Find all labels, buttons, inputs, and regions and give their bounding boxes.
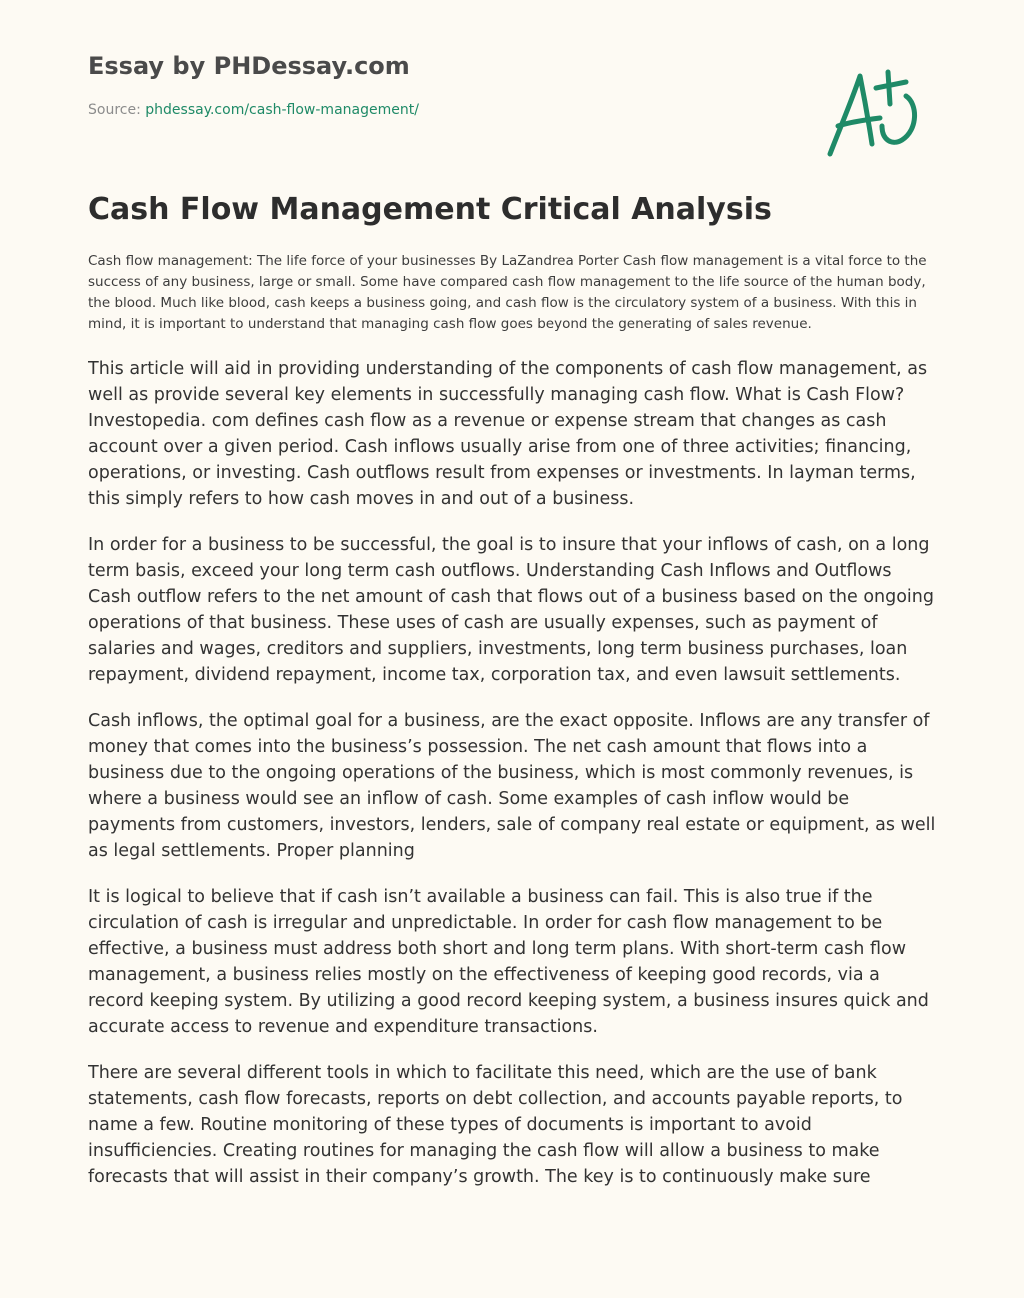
essay-title: Cash Flow Management Critical Analysis: [88, 192, 772, 227]
paragraph: Cash inflows, the optimal goal for a business, are the exact opposite. Inflows are any transfer of money that comes into the business’s possession. The net cash amount that flows into a business due to the ongoing operations of the business, which is most commonly revenues, is where a business would see an inflow of cash. Some examples of cash inflow would be payments from customers, investors, lenders, sale of company real estate or equipment, as well as legal settlements. Proper planning: [88, 711, 936, 861]
essay-body: [88, 251, 936, 1298]
paragraph: It is logical to believe that if cash isn’t available a business can fail. This is also true if the circulation of cash is irregular and unpredictable. In order for cash flow management to be effective, a business must address both short and long term plans. With short-term cash flow management, a business relies mostly on the effectiveness of keeping good records, via a record keeping system. By utilizing a good record keeping system, a business insures quick and accurate access to revenue and expenditure transactions.: [88, 887, 929, 1037]
source-link[interactable]: phdessay.com/cash-flow-management/: [145, 102, 419, 118]
source-line: [88, 100, 419, 120]
a-plus-logo-icon: [820, 66, 930, 162]
header: [88, 50, 936, 170]
paragraph: In order for a business to be successful, the goal is to insure that your inflows of cash, on a long term basis, exceed your long term cash outflows. Understanding Cash Inflows and Outflows Cash outflow refers to the net amount of cash that flows out of a business based on the ongoing operations of that business. These uses of cash are usually expenses, such as payment of salaries and wages, creditors and suppliers, investments, long term business purchases, loan repayment, dividend repayment, income tax, corporation tax, and even lawsuit settlements.: [88, 535, 934, 685]
essay-page: [88, 0, 936, 1298]
site-brand[interactable]: Essay by PHDessay.com: [88, 52, 410, 80]
intro-paragraph: Cash flow management: The life force of your businesses By LaZandrea Porter Cash flow management is a vital force to the success of any business, large or small. Some have compared cash flow management to the life source of the human body, the blood. Much like blood, cash keeps a business going, and cash flow is the circulatory system of a business. With this in mind, it is important to understand that managing cash flow goes beyond the generating of sales revenue.: [88, 253, 927, 332]
source-label: Source:: [88, 102, 141, 118]
paragraph: There are several different tools in which to facilitate this need, which are the use of bank statements, cash flow forecasts, reports on debt collection, and accounts payable reports, to name a few. Routine monitoring of these types of documents is important to avoid insufficiencies. Creating routines for managing the cash flow will allow a business to make forecasts that will assist in their company’s growth. The key is to continuously make sure: [88, 1063, 903, 1187]
paragraph: This article will aid in providing understanding of the components of cash flow management, as well as provide several key elements in successfully managing cash flow. What is Cash Flow? Investopedia. com defines cash flow as a revenue or expense stream that changes as cash account over a given period. Cash inflows usually arise from one of three activities; financing, operations, or investing. Cash outflows result from expenses or investments. In layman terms, this simply refers to how cash moves in and out of a business.: [88, 359, 928, 509]
